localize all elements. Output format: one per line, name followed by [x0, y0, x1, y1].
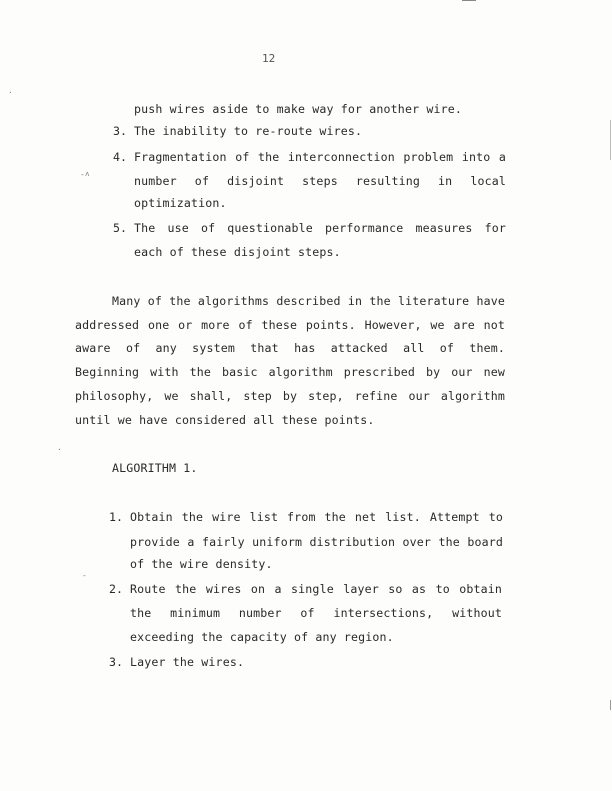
algorithm-item-line: Obtain the wire list from the net list. Attempt to: [130, 510, 503, 524]
paragraph-line: addressed one or more of these points. However, we are not: [75, 318, 505, 332]
list-item-line: Fragmentation of the interconnection problem into a: [134, 150, 506, 164]
algorithm-item-line: of the wire density.: [130, 557, 273, 571]
scan-edge-mark: [610, 120, 611, 160]
scan-speck: ·: [8, 88, 13, 97]
algorithm-item-line: the minimum number of intersections, without: [130, 606, 502, 620]
list-item-line: each of these disjoint steps.: [134, 245, 341, 259]
list-item-line: The inability to re-route wires.: [134, 124, 363, 138]
page-number: 12: [262, 52, 276, 65]
paragraph-line: Many of the algorithms described in the literature have: [112, 294, 505, 308]
list-continuation-line: push wires aside to make way for another wire.: [134, 102, 462, 116]
algorithm-item-number: 2.: [109, 582, 123, 596]
list-item-number: 4.: [113, 150, 127, 164]
list-item-number: 3.: [113, 124, 127, 138]
algorithm-item-line: Route the wires on a single layer so as to obtain: [130, 582, 502, 596]
algorithm-item-line: provide a fairly uniform distribution over the board: [130, 535, 503, 549]
paragraph-line: Beginning with the basic algorithm prescribed by our new: [75, 365, 505, 379]
algorithm-heading: ALGORITHM 1.: [112, 461, 198, 475]
scan-speck: ·: [57, 445, 62, 454]
algorithm-item-number: 1.: [109, 510, 123, 524]
paragraph-line: until we have considered all these points.: [75, 413, 375, 427]
paragraph-line: philosophy, we shall, step by step, refine our algorithm: [75, 389, 505, 403]
algorithm-item-line: exceeding the capacity of any region.: [130, 630, 394, 644]
list-item-line: number of disjoint steps resulting in local: [134, 174, 506, 188]
scan-speck: -˄: [80, 170, 90, 179]
scan-speck: -: [82, 571, 87, 580]
list-item-line: The use of questionable performance measures for: [134, 221, 506, 235]
list-item-number: 5.: [113, 221, 127, 235]
scan-edge-mark: [462, 0, 476, 1]
algorithm-item-number: 3.: [109, 655, 123, 669]
paragraph-line: aware of any system that has attacked all of them.: [75, 341, 505, 355]
algorithm-item-line: Layer the wires.: [130, 655, 245, 669]
scan-edge-mark: [610, 700, 611, 710]
list-item-line: optimization.: [134, 196, 227, 210]
